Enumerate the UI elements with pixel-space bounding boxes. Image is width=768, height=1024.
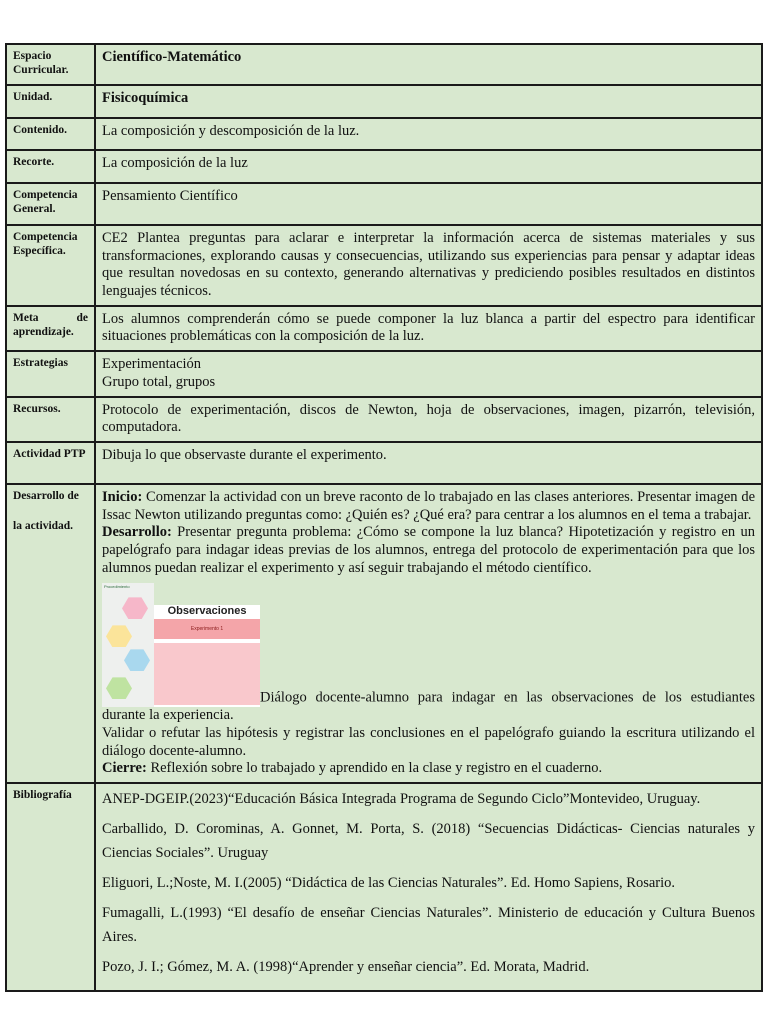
inicio-paragraph <box>102 489 755 524</box>
label-competencia-general: Competencia General. <box>6 183 95 225</box>
row-actividad <box>6 442 762 484</box>
procedure-heading: Procedimiento <box>104 584 130 590</box>
row-unidad <box>6 85 762 118</box>
figure-paragraph <box>102 577 755 725</box>
label-bibliografia: Bibliografía <box>6 783 95 990</box>
value-bibliografia <box>95 783 762 990</box>
value-meta: Los alumnos comprenderán cómo se puede componer la luz blanca a partir del espectro para identificar situaciones problemáticas con la composición de la luz. <box>95 306 762 351</box>
inicio-text: Comenzar la actividad con un breve raconto de lo trabajado en las clases anteriores. Presentar imagen de Issac Newton utilizando preguntas como: ¿Quién es? ¿Qué era? para centrar a los alumnos en el tema a trabajar. <box>102 488 755 523</box>
label-unidad: Unidad. <box>6 85 95 118</box>
value-contenido: La composición y descomposición de la luz. <box>95 118 762 150</box>
cierre-label: Cierre: <box>102 760 147 777</box>
value-desarrollo <box>95 484 762 783</box>
row-competencia-general <box>6 183 762 225</box>
label-actividad: Actividad PTP <box>6 442 95 484</box>
hex-step-1 <box>122 597 148 619</box>
bib-item-2: Carballido, D. Corominas, A. Gonnet, M. Porta, S. (2018) “Secuencias Didácticas- Ciencias naturales y Ciencias Sociales”. Uruguay <box>102 820 755 861</box>
value-recorte: La composición de la luz <box>95 150 762 183</box>
after-figure-text: Diálogo docente-alumno para indagar en las observaciones de los estudiantes durante la experiencia. <box>102 689 755 724</box>
value-estrategias <box>95 351 762 396</box>
label-recursos: Recursos. <box>6 397 95 442</box>
procedure-diagram <box>102 583 154 707</box>
row-meta <box>6 306 762 351</box>
value-espacio: Científico-Matemático <box>95 44 762 85</box>
desarrollo-text: Presentar pregunta problema: ¿Cómo se compone la luz blanca? Hipotetización y registro en un papelógrafo para indagar ideas previas de los alumnos, entrega del protocolo de experimentación para que los alumnos puedan realizar el experimento y así seguir trabajando el método científico. <box>102 524 755 576</box>
desarrollo-label: Desarrollo: <box>102 524 172 541</box>
row-recorte <box>6 150 762 183</box>
row-desarrollo <box>6 484 762 783</box>
hex-step-3 <box>124 649 150 671</box>
hex-step-4 <box>106 677 132 699</box>
label-meta <box>6 306 95 351</box>
meta-label-b: de <box>76 311 88 324</box>
estrategia-2: Grupo total, grupos <box>102 373 216 390</box>
cierre-text: Reflexión sobre lo trabajado y aprendido en la clase y registro en el cuaderno. <box>146 760 603 777</box>
label-recorte: Recorte. <box>6 150 95 183</box>
label-espacio: Espacio Curricular. <box>6 44 95 85</box>
hex-step-2 <box>106 625 132 647</box>
bib-item-3: Eliguori, L.;Noste, M. I.(2005) “Didáctica de las Ciencias Naturales”. Ed. Homo Sapiens, Rosario. <box>102 874 676 891</box>
value-recursos: Protocolo de experimentación, discos de Newton, hoja de observaciones, imagen, pizarrón, televisión, computadora. <box>95 397 762 442</box>
cierre-paragraph <box>102 760 755 778</box>
label-estrategias: Estrategias <box>6 351 95 396</box>
value-unidad: Fisicoquímica <box>95 85 762 118</box>
row-bibliografia <box>6 783 762 990</box>
observation-sheet-image <box>102 583 260 707</box>
row-competencia-especifica <box>6 225 762 306</box>
desarrollo-paragraph <box>102 524 755 577</box>
row-estrategias <box>6 351 762 396</box>
bib-item-5: Pozo, J. I.; Gómez, M. A. (1998)“Aprender y enseñar ciencia”. Ed. Morata, Madrid. <box>102 958 590 975</box>
meta-label-c: aprendizaje. <box>13 326 74 339</box>
bib-item-4: Fumagalli, L.(1993) “El desafío de enseñar Ciencias Naturales”. Ministerio de educación y Cultura Buenos Aires. <box>102 904 755 945</box>
label-competencia-especifica: Competencia Específica. <box>6 225 95 306</box>
row-contenido <box>6 118 762 150</box>
observation-title: Observaciones <box>154 605 260 619</box>
meta-label-a: Meta <box>13 311 39 324</box>
observation-panel <box>154 605 260 707</box>
bib-item-1: ANEP-DGEIP.(2023)“Educación Básica Integrada Programa de Segundo Ciclo”Montevideo, Uruguay. <box>102 791 701 808</box>
label-desarrollo <box>6 484 95 783</box>
validar-paragraph: Validar o refutar las hipótesis y registrar las conclusiones en el papelógrafo guiando la escritura utilizando el diálogo docente-alumno. <box>102 725 755 759</box>
estrategia-1: Experimentación <box>102 356 202 373</box>
value-competencia-general: Pensamiento Científico <box>95 183 762 225</box>
observation-box <box>154 643 260 705</box>
desarrollo-label-b: la actividad. <box>13 520 74 533</box>
lesson-plan-table <box>5 43 763 992</box>
row-espacio <box>6 44 762 85</box>
value-actividad: Dibuja lo que observaste durante el experimento. <box>95 442 762 484</box>
desarrollo-label-a: Desarrollo de <box>13 489 79 502</box>
inicio-label: Inicio: <box>102 488 143 505</box>
row-recursos <box>6 397 762 442</box>
meta-label-line <box>13 311 88 325</box>
value-competencia-especifica: CE2 Plantea preguntas para aclarar e interpretar la información acerca de sistemas materiales y sus transformaciones, explorando causas y consecuencias, utilizando sus experiencias para pensar y adaptar ideas que resultan novedosas en su contexto, generando alternativas y prediciendo posibles resultados en distintos lenguajes técnicos. <box>95 225 762 306</box>
label-contenido: Contenido. <box>6 118 95 150</box>
experiment-bar: Experimento 1 <box>154 619 260 639</box>
